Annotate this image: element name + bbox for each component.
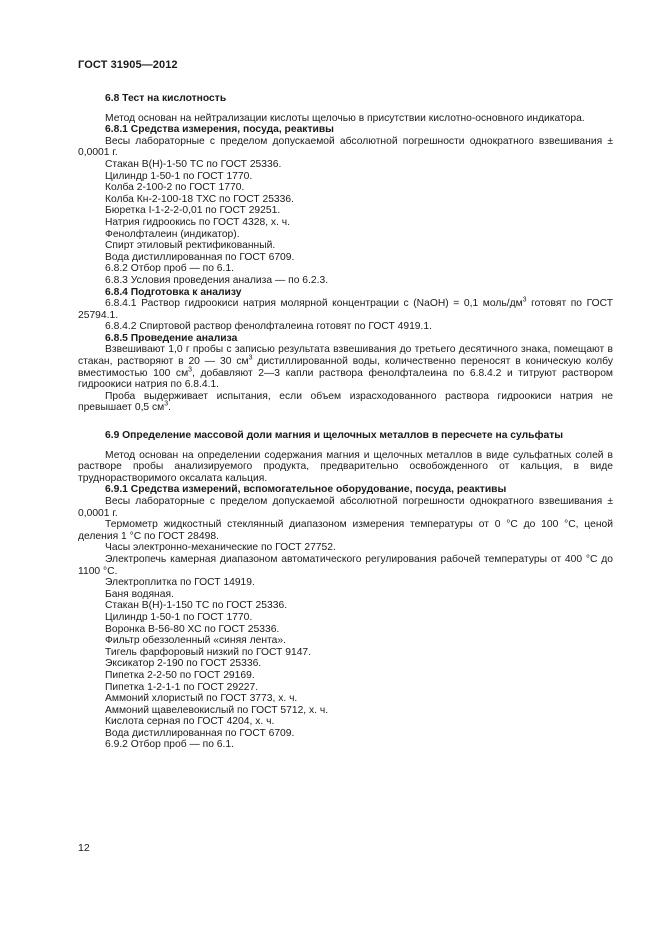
text-run: готовят по ГОСТ 25794.1. (78, 298, 613, 321)
list-item: 6.9.2 Отбор проб — по 6.1. (105, 739, 234, 751)
superscript: 3 (164, 401, 169, 409)
list-item: Пипетка 1-2-1-1 по ГОСТ 29227. (105, 681, 259, 693)
list-item: Колба Кн-2-100-18 ТХС по ГОСТ 25336. (105, 193, 294, 205)
section-6-8-4-title: 6.8.4 Подготовка к анализу (105, 286, 242, 298)
list-item: Спирт этиловый ректификованный. (105, 240, 276, 252)
section-6-8-1-scales: Весы лабораторные с пределом допускаемой абсолютной погрешности однократного взвешивания ± 0,0001 г. (78, 135, 613, 159)
section-6-8-5-pass-criterion (78, 391, 613, 414)
list-item: Аммоний хлористый по ГОСТ 3773, х. ч. (105, 693, 298, 705)
section-6-8-4-2: 6.8.4.2 Спиртовой раствор фенолфталеина готовят по ГОСТ 4919.1. (105, 321, 432, 333)
list-item: Фенолфталеин (индикатор). (105, 228, 240, 240)
list-item: Цилиндр 1-50-1 по ГОСТ 1770. (105, 170, 253, 182)
text-run: , добавляют 2—3 капли раствора фенолфталеина по 6.8.4.2 и титруют раствором гидроокиси натрия по 6.8.4.1. (78, 367, 613, 391)
section-6-8-title: 6.8 Тест на кислотность (105, 93, 227, 104)
section-6-9-1-furnace: Электропечь камерная диапазоном автоматического регулирования рабочей температуры от 400 °С до 1100 °С. (78, 553, 613, 577)
section-6-9-1-title: 6.9.1 Средства измерений, вспомогательное оборудование, посуда, реактивы (105, 484, 507, 496)
section-6-8-4-1 (78, 298, 613, 321)
section-6-8-intro: Метод основан на нейтрализации кислоты щелочью в присутствии кислотно-основного индикатора. (105, 112, 585, 124)
list-item: Колба 2-100-2 по ГОСТ 1770. (105, 182, 245, 194)
section-6-8-5-title: 6.8.5 Проведение анализа (105, 332, 238, 344)
list-item: Электроплитка по ГОСТ 14919. (105, 577, 255, 589)
text-run: Проба выдерживает испытания, если объем израсходованного раствора гидроокиси натрия не превышает 0,5 см (78, 390, 613, 414)
section-6-9-intro: Метод основан на определении содержания магния и щелочных металлов в виде сульфатных солей в растворе пробы анализируемого продукта, предварительно освобожденного от кальция, в виде труднорастворимого оксалата кальция. (78, 449, 613, 484)
list-item: Вода дистиллированная по ГОСТ 6709. (105, 727, 295, 739)
section-6-8-5-procedure (78, 344, 613, 390)
section-6-9-title: 6.9 Определение массовой доли магния и щелочных металлов в пересчете на сульфаты (105, 430, 564, 442)
section-6-9-1-scales: Весы лабораторные с пределом допускаемой абсолютной погрешности однократного взвешивания ± 0,0001 г. (78, 496, 613, 519)
list-item: Аммоний щавелевокислый по ГОСТ 5712, х. ч. (105, 704, 329, 716)
list-item: 6.8.2 Отбор проб — по 6.1. (105, 263, 234, 275)
superscript: 3 (522, 296, 527, 304)
list-item: Стакан В(Н)-1-50 ТС по ГОСТ 25336. (105, 158, 282, 170)
list-item: Пипетка 2-2-50 по ГОСТ 29169. (105, 669, 255, 681)
section-6-9-1-thermometer: Термометр жидкостный стеклянный диапазоном измерения температуры от 0 °С до 100 °С, ценой деления 1 °С по ГОСТ 28498. (78, 519, 613, 542)
section-6-9-1-clock: Часы электронно-механические по ГОСТ 27752. (105, 542, 336, 554)
superscript: 3 (248, 354, 253, 362)
list-item: Фильтр обеззоленный «синяя лента». (105, 635, 286, 647)
list-item: Воронка В-56-80 ХС по ГОСТ 25336. (105, 623, 280, 635)
list-item: Тигель фарфоровый низкий по ГОСТ 9147. (105, 646, 312, 658)
text-run: Взвешивают 1,0 г пробы с записью результата взвешивания до третьего десятичного знака, помещают в стакан, растворяют в 20 — 30 см (78, 344, 613, 368)
page-content (78, 93, 613, 751)
page-number: 12 (78, 842, 90, 854)
list-item: Эксикатор 2-190 по ГОСТ 25336. (105, 658, 262, 670)
list-item: 6.8.3 Условия проведения анализа — по 6.2.3. (105, 274, 329, 286)
text-run: . (168, 402, 172, 414)
section-6-8-1-title: 6.8.1 Средства измерения, посуда, реактивы (105, 124, 334, 136)
text-run: дистиллированной воды, количественно переносят в коническую колбу вместимостью 100 см (78, 356, 613, 379)
list-item: Кислота серная по ГОСТ 4204, х. ч. (105, 716, 275, 728)
standard-header: ГОСТ 31905—2012 (78, 59, 178, 71)
list-item: Баня водяная. (105, 588, 174, 600)
list-item: Цилиндр 1-50-1 по ГОСТ 1770. (105, 611, 253, 623)
text-run: 6.8.4.1 Раствор гидроокиси натрия молярной концентрации с (NaOH) = 0,1 моль/дм (105, 298, 523, 310)
superscript: 3 (188, 366, 193, 374)
list-item: Стакан В(Н)-1-150 ТС по ГОСТ 25336. (105, 600, 288, 612)
list-item: Бюретка I-1-2-2-0,01 по ГОСТ 29251. (105, 205, 281, 217)
list-item: Натрия гидроокись по ГОСТ 4328, х. ч. (105, 216, 291, 228)
list-item: Вода дистиллированная по ГОСТ 6709. (105, 251, 295, 263)
